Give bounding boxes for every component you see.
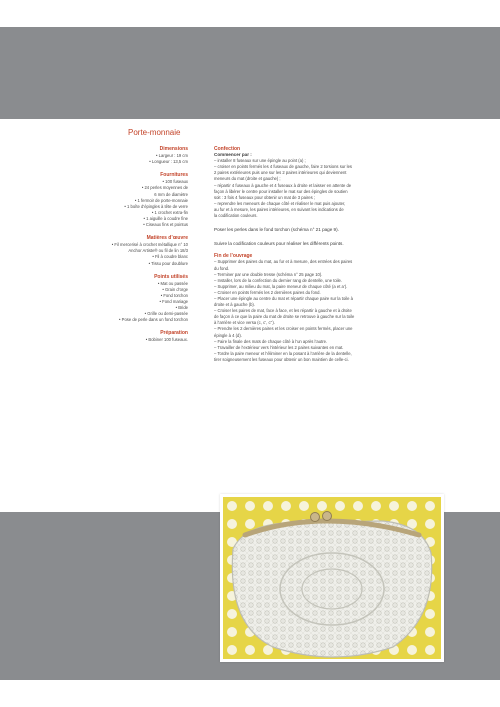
lace-body <box>232 521 431 657</box>
instruction-line: – répartir 4 fuseaux à gauche et 4 fuseaux à droite et laisser en attente de <box>214 182 352 188</box>
instruction-line: au fur et à mesure, les paires intérieures, en suivant les indications de <box>214 206 344 212</box>
instruction-line: du fond. <box>214 265 230 271</box>
fournitures-section <box>40 172 188 228</box>
list-item: • Mat ou passée <box>157 280 188 286</box>
instruction-line: tirer soigneusement les fuseaux pour obtenir un bon maintien de celle-ci. <box>214 356 349 362</box>
list-item: • 1 crochet extra-fin <box>151 209 188 215</box>
instruction-line: – reprendre les meneurs de chaque côté et réaliser le mat puis ajouter, <box>214 200 346 206</box>
instruction-line: meneurs du mat (droite et gauche) ; <box>214 176 281 182</box>
list-item: • Longueur : 13,5 cm <box>149 159 188 165</box>
list-item: • Ciseaux fins et pointus <box>143 222 188 228</box>
purse-photo <box>220 494 444 662</box>
list-item: • Largeur : 19 cm <box>156 153 188 159</box>
list-item: • Fil à coudre blanc <box>152 254 188 260</box>
instruction-line: épingle à 4 (d). <box>214 332 242 338</box>
list-item: • 100 fuseaux <box>162 179 188 185</box>
list-item: • Fond torchon <box>160 292 188 298</box>
preparation-heading: Préparation <box>160 330 188 337</box>
list-item: • Grain d’orge <box>162 286 188 292</box>
points-section <box>40 274 188 324</box>
list-item: • 1 aiguille à coudre fine <box>143 215 188 221</box>
pearls-paragraph: Poser les perles dans le fond torchon (schéma n° 21 page 9). <box>214 227 339 233</box>
instruction-line: – Tordre la paire meneur et l’éliminer en la posant à l’arrière de la dentelle, <box>214 350 352 356</box>
instruction-line: 2 paires extérieures puis une sur les 2 paires intérieures qui deviennent <box>214 170 347 176</box>
list-item: • Bobiner 100 fuseaux. <box>145 337 188 343</box>
instruction-line: – croiser en points fermés les 4 fuseaux de gauche, faire 2 torsions sur les <box>214 164 353 170</box>
color-code-paragraph: Suivre la codification couleurs pour réaliser les différents points. <box>214 241 344 247</box>
dimensions-section <box>40 146 188 165</box>
instruction-line: – Terminer par une double tresse (schéma n° 25 page 10). <box>214 271 323 277</box>
top-gray-band <box>0 27 500 119</box>
confection-heading: Confection <box>214 146 241 152</box>
instruction-line: – Travailler de l’extérieur vers l’intérieur les 2 paires suivantes en mat. <box>214 344 344 350</box>
dimensions-heading: Dimensions <box>159 146 188 152</box>
fournitures-heading: Fournitures <box>160 172 188 179</box>
list-item: Anchor Artiste® ou fil de lin 18/3 <box>128 248 188 254</box>
instruction-line: – Faire la finale des mats de chaque côté à l’un après l’autre. <box>214 338 328 344</box>
preparation-section <box>40 330 188 343</box>
instruction-line: droite et à gauche (b). <box>214 302 255 308</box>
instruction-line: façon à libérer le centre pour installer le mat sur des épingles de soutien <box>214 188 348 194</box>
fin-ouvrage-heading: Fin de l’ouvrage <box>214 253 253 260</box>
list-item: • 1 fermoir de porte-monnaie <box>134 197 188 203</box>
list-item: • Fil mercerisé à crochet métallique n° 10 <box>111 242 188 248</box>
commencer-label: Commencer par : <box>214 152 252 158</box>
lace-purse-illustration <box>223 497 441 659</box>
list-item: • 24 perles moyennes de <box>141 185 188 191</box>
instruction-line: – Supprimer, au milieu du mat, la paire meneur de chaque côté (a et a’). <box>214 283 348 289</box>
list-item: • Pose de perle dans un fond torchon <box>119 317 188 323</box>
instruction-line: à l’arrière et vice versa (c, c’, c’’). <box>214 320 275 326</box>
instruction-line: soit : 3 fois 4 fuseaux pour obtenir un mat de 3 paires ; <box>214 194 316 200</box>
instruction-line: – Supprimer des paires du mat, au fur et à mesure, des entrées des paires <box>214 259 353 265</box>
instruction-line: – installer 8 fuseaux sur une épingle au point (a) ; <box>214 158 306 164</box>
clasp-knob <box>323 512 332 521</box>
materials-column <box>40 146 188 351</box>
list-item: • Grille ou demi-passée <box>144 311 188 317</box>
list-item: • Tissu pour doublure <box>148 260 188 266</box>
instruction-line: la codification couleurs. <box>214 213 258 219</box>
matieres-heading: Matières d’œuvre <box>146 235 188 242</box>
list-item: • 1 boîte d’épingles à tête de verre <box>124 203 188 209</box>
instruction-line: – Installer, lors de la confection du dernier rang de dentelle, une toile. <box>214 277 343 283</box>
instruction-line: – Croiser les paires de mat, face à face, et les répartir à gauche et à droite <box>214 308 352 314</box>
instruction-line: – Placer une épingle au centre du mat et répartir chaque paire sur la toile à <box>214 295 353 301</box>
instruction-line: – Croiser en points fermés les 2 dernières paires du fond. <box>214 289 321 295</box>
points-heading: Points utilisés <box>154 273 188 280</box>
matieres-section <box>40 235 188 266</box>
instructions-column <box>214 146 446 363</box>
list-item: • Bride <box>175 305 188 311</box>
clasp-knob <box>311 513 320 522</box>
instruction-line: de façon à ce que la paire du mat de droite se retrouve à gauche sur la toile <box>214 314 355 320</box>
list-item: 6 mm de diamètre <box>154 191 188 197</box>
instruction-line: – Prendre les 2 dernières paires et les croiser en points fermés, placer une <box>214 326 353 332</box>
page-title: Porte-monnaie <box>128 128 181 137</box>
list-item: • Fond mariage <box>159 298 188 304</box>
